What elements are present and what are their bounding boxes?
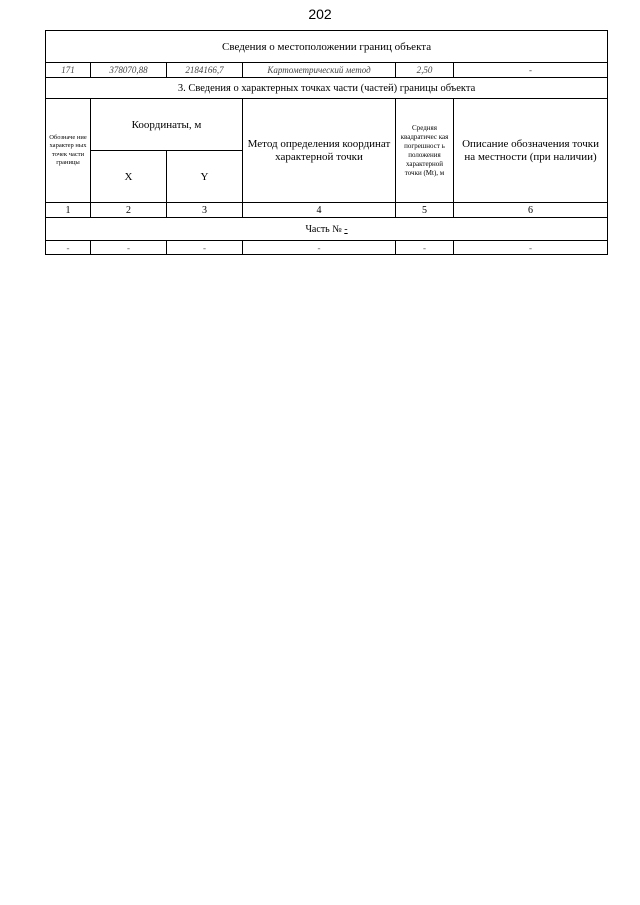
- prev-cell-y: 2184166,7: [167, 63, 243, 78]
- table-cell: -: [167, 241, 243, 255]
- column-number: 1: [46, 203, 91, 218]
- column-number: 5: [396, 203, 454, 218]
- boundary-table: [45, 30, 608, 255]
- part-row: [46, 218, 608, 241]
- header-point-designation: Обозначе ние характер ных точек части границы: [46, 99, 91, 203]
- column-number: 4: [243, 203, 396, 218]
- header-x: X: [91, 151, 167, 203]
- prev-cell-x: 378070,88: [91, 63, 167, 78]
- table-cell: -: [91, 241, 167, 255]
- column-number: 2: [91, 203, 167, 218]
- header-y: Y: [167, 151, 243, 203]
- column-number: 3: [167, 203, 243, 218]
- prev-cell-point: 171: [46, 63, 91, 78]
- table-cell: -: [396, 241, 454, 255]
- header-error: Средняя квадратичес кая погрешност ь положения характерной точки (Mt), м: [396, 99, 454, 203]
- header-coordinates: Координаты, м: [91, 99, 243, 151]
- previous-point-row: [46, 63, 608, 78]
- table-cell: -: [454, 241, 608, 255]
- column-numbers-row: [46, 203, 608, 218]
- part-number: -: [344, 223, 348, 235]
- section-title: 3. Сведения о характерных точках части (частей) границы объекта: [46, 78, 608, 99]
- column-number: 6: [454, 203, 608, 218]
- prev-cell-method: Картометрический метод: [243, 63, 396, 78]
- prev-cell-description: -: [454, 63, 608, 78]
- header-description: Описание обозначения точки на местности (при наличии): [454, 99, 608, 203]
- table-cell: -: [46, 241, 91, 255]
- part-label: Часть №: [305, 223, 342, 235]
- header-method: Метод определения координат характерной точки: [243, 99, 396, 203]
- table-cell: -: [243, 241, 396, 255]
- table-row: [46, 241, 608, 255]
- table-title: Сведения о местоположении границ объекта: [46, 31, 608, 63]
- prev-cell-error: 2,50: [396, 63, 454, 78]
- page-number: 202: [308, 6, 332, 22]
